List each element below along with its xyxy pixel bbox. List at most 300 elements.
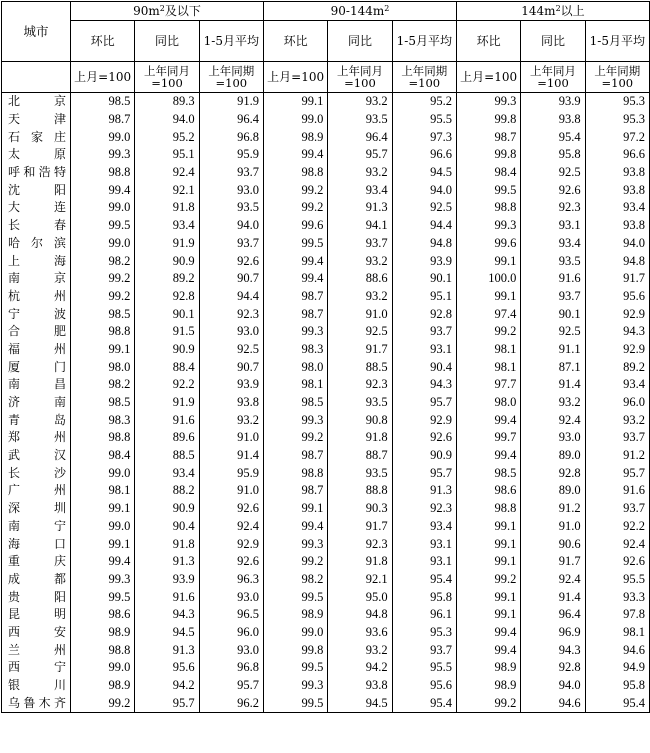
index-value-cell: 91.6 (135, 411, 199, 429)
table-row (2, 270, 650, 288)
city-name-cell: 石家庄 (2, 128, 71, 146)
index-value-cell: 95.7 (199, 677, 263, 695)
index-value-cell: 96.6 (585, 146, 649, 164)
index-value-cell: 94.0 (521, 677, 585, 695)
base-header-cell: 上年同期=100 (585, 62, 649, 93)
index-value-cell: 99.1 (457, 606, 521, 624)
index-value-cell: 99.5 (263, 235, 327, 253)
index-value-cell: 88.5 (328, 358, 392, 376)
index-value-cell: 99.2 (263, 199, 327, 217)
table-row (2, 429, 650, 447)
table-row (2, 164, 650, 182)
index-value-cell: 98.9 (263, 128, 327, 146)
price-index-table-container (0, 1, 650, 753)
index-value-cell: 99.5 (263, 694, 327, 712)
table-row (2, 571, 650, 589)
index-value-cell: 93.5 (521, 252, 585, 270)
index-value-cell: 93.4 (392, 518, 456, 536)
city-name-cell: 长沙 (2, 464, 71, 482)
base-header-cell: 上月=100 (71, 62, 135, 93)
index-value-cell: 96.4 (521, 606, 585, 624)
index-value-cell: 91.3 (328, 199, 392, 217)
index-value-cell: 94.0 (135, 111, 199, 129)
index-value-cell: 91.2 (585, 447, 649, 465)
index-value-cell: 99.4 (457, 411, 521, 429)
price-index-table (1, 1, 650, 713)
index-value-cell: 92.1 (328, 571, 392, 589)
index-value-cell: 98.7 (263, 482, 327, 500)
index-value-cell: 93.9 (135, 571, 199, 589)
index-value-cell: 92.5 (392, 199, 456, 217)
index-value-cell: 99.4 (71, 181, 135, 199)
index-value-cell: 90.1 (392, 270, 456, 288)
index-value-cell: 95.4 (585, 694, 649, 712)
index-value-cell: 99.1 (263, 500, 327, 518)
index-value-cell: 93.8 (521, 111, 585, 129)
index-value-cell: 91.6 (521, 270, 585, 288)
city-name-cell: 天津 (2, 111, 71, 129)
index-value-cell: 92.1 (135, 181, 199, 199)
index-value-cell: 90.4 (135, 518, 199, 536)
table-row (2, 217, 650, 235)
index-value-cell: 99.6 (263, 217, 327, 235)
sub-header-cell: 环比 (457, 21, 521, 62)
table-row (2, 358, 650, 376)
table-row (2, 482, 650, 500)
index-value-cell: 92.3 (392, 500, 456, 518)
index-value-cell: 98.6 (71, 606, 135, 624)
table-row (2, 111, 650, 129)
index-value-cell: 98.8 (71, 323, 135, 341)
index-value-cell: 92.4 (135, 164, 199, 182)
city-name-cell: 杭州 (2, 288, 71, 306)
index-value-cell: 93.0 (199, 323, 263, 341)
index-value-cell: 92.5 (328, 323, 392, 341)
city-column-header: 城市 (2, 2, 71, 62)
index-value-cell: 98.4 (457, 164, 521, 182)
index-value-cell: 95.5 (585, 571, 649, 589)
table-row (2, 535, 650, 553)
index-value-cell: 93.7 (392, 323, 456, 341)
index-value-cell: 93.9 (392, 252, 456, 270)
index-value-cell: 98.9 (263, 606, 327, 624)
city-name-cell: 成都 (2, 571, 71, 589)
city-name-cell: 福州 (2, 341, 71, 359)
index-value-cell: 99.0 (71, 464, 135, 482)
index-value-cell: 99.2 (71, 694, 135, 712)
index-value-cell: 92.2 (135, 376, 199, 394)
index-value-cell: 93.4 (135, 217, 199, 235)
index-value-cell: 96.6 (392, 146, 456, 164)
city-name-cell: 合肥 (2, 323, 71, 341)
city-name-cell: 宁波 (2, 305, 71, 323)
index-value-cell: 91.9 (135, 394, 199, 412)
index-value-cell: 91.8 (135, 199, 199, 217)
index-value-cell: 93.7 (521, 288, 585, 306)
index-value-cell: 96.4 (328, 128, 392, 146)
index-value-cell: 99.4 (263, 270, 327, 288)
index-value-cell: 98.8 (71, 429, 135, 447)
table-row (2, 518, 650, 536)
city-name-cell: 青岛 (2, 411, 71, 429)
index-value-cell: 98.2 (71, 252, 135, 270)
index-value-cell: 93.2 (328, 288, 392, 306)
base-header-cell: 上年同月=100 (135, 62, 199, 93)
table-row (2, 305, 650, 323)
index-value-cell: 99.5 (71, 217, 135, 235)
base-header-cell: 上年同月=100 (328, 62, 392, 93)
index-value-cell: 99.2 (71, 288, 135, 306)
base-header-row (2, 62, 650, 93)
index-value-cell: 89.3 (135, 93, 199, 111)
table-row (2, 146, 650, 164)
index-value-cell: 95.0 (328, 588, 392, 606)
index-value-cell: 93.8 (585, 217, 649, 235)
index-value-cell: 99.5 (263, 588, 327, 606)
index-value-cell: 92.9 (199, 535, 263, 553)
city-name-cell: 呼和浩特 (2, 164, 71, 182)
table-header (2, 2, 650, 93)
index-value-cell: 91.0 (199, 429, 263, 447)
index-value-cell: 98.8 (457, 500, 521, 518)
index-value-cell: 92.5 (521, 164, 585, 182)
index-value-cell: 99.8 (457, 111, 521, 129)
table-row (2, 447, 650, 465)
index-value-cell: 96.4 (199, 111, 263, 129)
index-value-cell: 92.2 (585, 518, 649, 536)
index-value-cell: 96.9 (521, 624, 585, 642)
index-value-cell: 92.9 (585, 305, 649, 323)
index-value-cell: 92.3 (328, 535, 392, 553)
table-row (2, 464, 650, 482)
index-value-cell: 95.7 (392, 464, 456, 482)
index-value-cell: 98.8 (457, 199, 521, 217)
index-value-cell: 98.8 (263, 164, 327, 182)
index-value-cell: 94.3 (521, 641, 585, 659)
index-value-cell: 98.7 (71, 111, 135, 129)
index-value-cell: 93.2 (199, 411, 263, 429)
index-value-cell: 94.0 (199, 217, 263, 235)
index-value-cell: 95.8 (585, 677, 649, 695)
index-value-cell: 99.4 (457, 447, 521, 465)
index-value-cell: 95.7 (135, 694, 199, 712)
index-value-cell: 91.8 (328, 429, 392, 447)
group-header-small-area: $90m^2$及以下 (71, 2, 264, 21)
index-value-cell: 89.0 (521, 482, 585, 500)
index-value-cell: 98.5 (71, 305, 135, 323)
index-value-cell: 93.7 (199, 235, 263, 253)
index-value-cell: 99.2 (457, 694, 521, 712)
index-value-cell: 99.0 (263, 624, 327, 642)
index-value-cell: 99.3 (263, 411, 327, 429)
index-value-cell: 94.5 (135, 624, 199, 642)
index-value-cell: 91.5 (135, 323, 199, 341)
index-value-cell: 90.1 (521, 305, 585, 323)
index-value-cell: 91.1 (521, 341, 585, 359)
index-value-cell: 93.7 (328, 235, 392, 253)
sub-header-cell: 同比 (521, 21, 585, 62)
city-name-cell: 南宁 (2, 518, 71, 536)
index-value-cell: 94.1 (328, 217, 392, 235)
index-value-cell: 93.0 (199, 588, 263, 606)
city-name-cell: 海口 (2, 535, 71, 553)
index-value-cell: 96.2 (199, 694, 263, 712)
index-value-cell: 89.2 (135, 270, 199, 288)
index-value-cell: 91.8 (135, 535, 199, 553)
index-value-cell: 95.3 (585, 93, 649, 111)
group-header-large-area: $144m^2$以上 (457, 2, 650, 21)
index-value-cell: 89.6 (135, 429, 199, 447)
index-value-cell: 92.4 (199, 518, 263, 536)
index-value-cell: 95.2 (392, 93, 456, 111)
index-value-cell: 89.0 (521, 447, 585, 465)
index-value-cell: 92.8 (392, 305, 456, 323)
index-value-cell: 93.5 (328, 394, 392, 412)
index-value-cell: 92.6 (199, 553, 263, 571)
index-value-cell: 92.6 (199, 500, 263, 518)
index-value-cell: 98.9 (457, 659, 521, 677)
index-value-cell: 99.0 (263, 111, 327, 129)
index-value-cell: 93.2 (328, 641, 392, 659)
index-value-cell: 93.8 (585, 181, 649, 199)
index-value-cell: 91.4 (199, 447, 263, 465)
index-value-cell: 91.2 (521, 500, 585, 518)
table-row (2, 323, 650, 341)
index-value-cell: 98.7 (263, 447, 327, 465)
index-value-cell: 99.0 (71, 659, 135, 677)
index-value-cell: 92.8 (521, 659, 585, 677)
index-value-cell: 97.8 (585, 606, 649, 624)
index-value-cell: 99.2 (263, 553, 327, 571)
index-value-cell: 94.3 (392, 376, 456, 394)
index-value-cell: 98.7 (263, 288, 327, 306)
index-value-cell: 98.7 (457, 128, 521, 146)
index-value-cell: 99.2 (457, 323, 521, 341)
index-value-cell: 95.9 (199, 146, 263, 164)
index-value-cell: 94.2 (135, 677, 199, 695)
index-value-cell: 93.8 (199, 394, 263, 412)
city-name-cell: 北京 (2, 93, 71, 111)
index-value-cell: 91.3 (135, 553, 199, 571)
index-value-cell: 93.7 (199, 164, 263, 182)
index-value-cell: 91.3 (392, 482, 456, 500)
index-value-cell: 94.5 (392, 164, 456, 182)
city-name-cell: 银川 (2, 677, 71, 695)
sub-header-cell: 1-5月平均 (392, 21, 456, 62)
index-value-cell: 98.9 (71, 624, 135, 642)
index-value-cell: 93.3 (585, 588, 649, 606)
index-value-cell: 93.8 (585, 164, 649, 182)
index-value-cell: 98.0 (71, 358, 135, 376)
index-value-cell: 92.6 (199, 252, 263, 270)
index-value-cell: 92.6 (392, 429, 456, 447)
index-value-cell: 99.1 (457, 553, 521, 571)
index-value-cell: 94.0 (392, 181, 456, 199)
index-value-cell: 92.8 (135, 288, 199, 306)
index-value-cell: 93.0 (199, 641, 263, 659)
index-value-cell: 99.1 (71, 535, 135, 553)
index-value-cell: 95.4 (521, 128, 585, 146)
index-value-cell: 98.1 (457, 341, 521, 359)
sub-header-cell: 同比 (328, 21, 392, 62)
index-value-cell: 97.2 (585, 128, 649, 146)
index-value-cell: 94.8 (585, 252, 649, 270)
city-name-cell: 上海 (2, 252, 71, 270)
index-value-cell: 92.4 (521, 571, 585, 589)
index-value-cell: 91.0 (199, 482, 263, 500)
sub-header-cell: 环比 (71, 21, 135, 62)
index-value-cell: 92.9 (585, 341, 649, 359)
index-value-cell: 93.9 (199, 376, 263, 394)
index-value-cell: 90.7 (199, 270, 263, 288)
index-value-cell: 93.0 (521, 429, 585, 447)
table-row (2, 376, 650, 394)
index-value-cell: 99.0 (71, 199, 135, 217)
index-value-cell: 99.8 (457, 146, 521, 164)
sub-header-row (2, 21, 650, 62)
index-value-cell: 98.8 (71, 641, 135, 659)
index-value-cell: 92.5 (199, 341, 263, 359)
index-value-cell: 99.1 (71, 341, 135, 359)
index-value-cell: 90.3 (328, 500, 392, 518)
index-value-cell: 93.1 (392, 341, 456, 359)
index-value-cell: 99.4 (457, 624, 521, 642)
city-name-cell: 西安 (2, 624, 71, 642)
index-value-cell: 96.8 (199, 128, 263, 146)
table-row (2, 500, 650, 518)
index-value-cell: 91.3 (135, 641, 199, 659)
index-value-cell: 95.4 (392, 571, 456, 589)
table-row (2, 553, 650, 571)
index-value-cell: 94.4 (199, 288, 263, 306)
index-value-cell: 90.9 (135, 341, 199, 359)
index-value-cell: 99.1 (457, 288, 521, 306)
table-row (2, 659, 650, 677)
index-value-cell: 90.9 (392, 447, 456, 465)
index-value-cell: 90.7 (199, 358, 263, 376)
city-name-cell: 广州 (2, 482, 71, 500)
index-value-cell: 93.5 (199, 199, 263, 217)
table-row (2, 677, 650, 695)
index-value-cell: 93.0 (199, 181, 263, 199)
index-value-cell: 99.3 (71, 571, 135, 589)
index-value-cell: 91.4 (521, 376, 585, 394)
index-value-cell: 99.3 (71, 146, 135, 164)
index-value-cell: 95.1 (135, 146, 199, 164)
index-value-cell: 93.7 (392, 641, 456, 659)
index-value-cell: 98.1 (71, 482, 135, 500)
index-value-cell: 96.1 (392, 606, 456, 624)
index-value-cell: 92.3 (199, 305, 263, 323)
index-value-cell: 94.9 (585, 659, 649, 677)
index-value-cell: 97.4 (457, 305, 521, 323)
index-value-cell: 94.6 (585, 641, 649, 659)
index-value-cell: 87.1 (521, 358, 585, 376)
table-row (2, 288, 650, 306)
city-name-cell: 郑州 (2, 429, 71, 447)
index-value-cell: 99.4 (457, 641, 521, 659)
index-value-cell: 98.7 (263, 305, 327, 323)
index-value-cell: 93.2 (585, 411, 649, 429)
index-value-cell: 99.7 (457, 429, 521, 447)
index-value-cell: 97.3 (392, 128, 456, 146)
table-row (2, 128, 650, 146)
index-value-cell: 92.4 (585, 535, 649, 553)
index-value-cell: 95.3 (585, 111, 649, 129)
index-value-cell: 96.0 (585, 394, 649, 412)
index-value-cell: 96.3 (199, 571, 263, 589)
index-value-cell: 94.6 (521, 694, 585, 712)
index-value-cell: 93.1 (521, 217, 585, 235)
index-value-cell: 92.3 (328, 376, 392, 394)
city-name-cell: 兰州 (2, 641, 71, 659)
base-header-cell: 上年同月=100 (521, 62, 585, 93)
index-value-cell: 98.6 (457, 482, 521, 500)
base-header-cell: 上年同期=100 (392, 62, 456, 93)
index-value-cell: 94.0 (585, 235, 649, 253)
index-value-cell: 89.2 (585, 358, 649, 376)
index-value-cell: 99.5 (71, 588, 135, 606)
index-value-cell: 88.6 (328, 270, 392, 288)
index-value-cell: 98.0 (263, 358, 327, 376)
index-value-cell: 91.7 (328, 518, 392, 536)
index-value-cell: 98.9 (457, 677, 521, 695)
index-value-cell: 93.4 (585, 199, 649, 217)
table-row (2, 394, 650, 412)
index-value-cell: 94.3 (585, 323, 649, 341)
index-value-cell: 98.1 (263, 376, 327, 394)
index-value-cell: 93.1 (392, 553, 456, 571)
index-value-cell: 93.4 (585, 376, 649, 394)
table-row (2, 341, 650, 359)
sub-header-cell: 1-5月平均 (199, 21, 263, 62)
index-value-cell: 95.1 (392, 288, 456, 306)
index-value-cell: 91.9 (199, 93, 263, 111)
index-value-cell: 99.4 (71, 553, 135, 571)
index-value-cell: 96.5 (199, 606, 263, 624)
index-value-cell: 93.2 (328, 93, 392, 111)
group-header-medium-area: $90-144m^2$ (263, 2, 456, 21)
city-name-cell: 深圳 (2, 500, 71, 518)
index-value-cell: 98.9 (71, 677, 135, 695)
index-value-cell: 98.1 (457, 358, 521, 376)
index-value-cell: 91.0 (328, 305, 392, 323)
city-name-cell: 大连 (2, 199, 71, 217)
index-value-cell: 91.7 (585, 270, 649, 288)
index-value-cell: 93.6 (328, 624, 392, 642)
index-value-cell: 94.8 (328, 606, 392, 624)
index-value-cell: 94.8 (392, 235, 456, 253)
city-name-cell: 南京 (2, 270, 71, 288)
index-value-cell: 91.7 (521, 553, 585, 571)
index-value-cell: 99.1 (457, 588, 521, 606)
index-value-cell: 91.6 (135, 588, 199, 606)
index-value-cell: 90.6 (521, 535, 585, 553)
index-value-cell: 93.7 (585, 429, 649, 447)
index-value-cell: 94.5 (328, 694, 392, 712)
index-value-cell: 99.1 (263, 93, 327, 111)
index-value-cell: 93.4 (328, 181, 392, 199)
index-value-cell: 99.3 (263, 677, 327, 695)
index-value-cell: 90.9 (135, 252, 199, 270)
city-name-cell: 贵阳 (2, 588, 71, 606)
index-value-cell: 98.8 (71, 164, 135, 182)
index-value-cell: 94.4 (392, 217, 456, 235)
index-value-cell: 98.5 (457, 464, 521, 482)
index-value-cell: 99.6 (457, 235, 521, 253)
city-name-cell: 昆明 (2, 606, 71, 624)
index-value-cell: 99.2 (263, 181, 327, 199)
